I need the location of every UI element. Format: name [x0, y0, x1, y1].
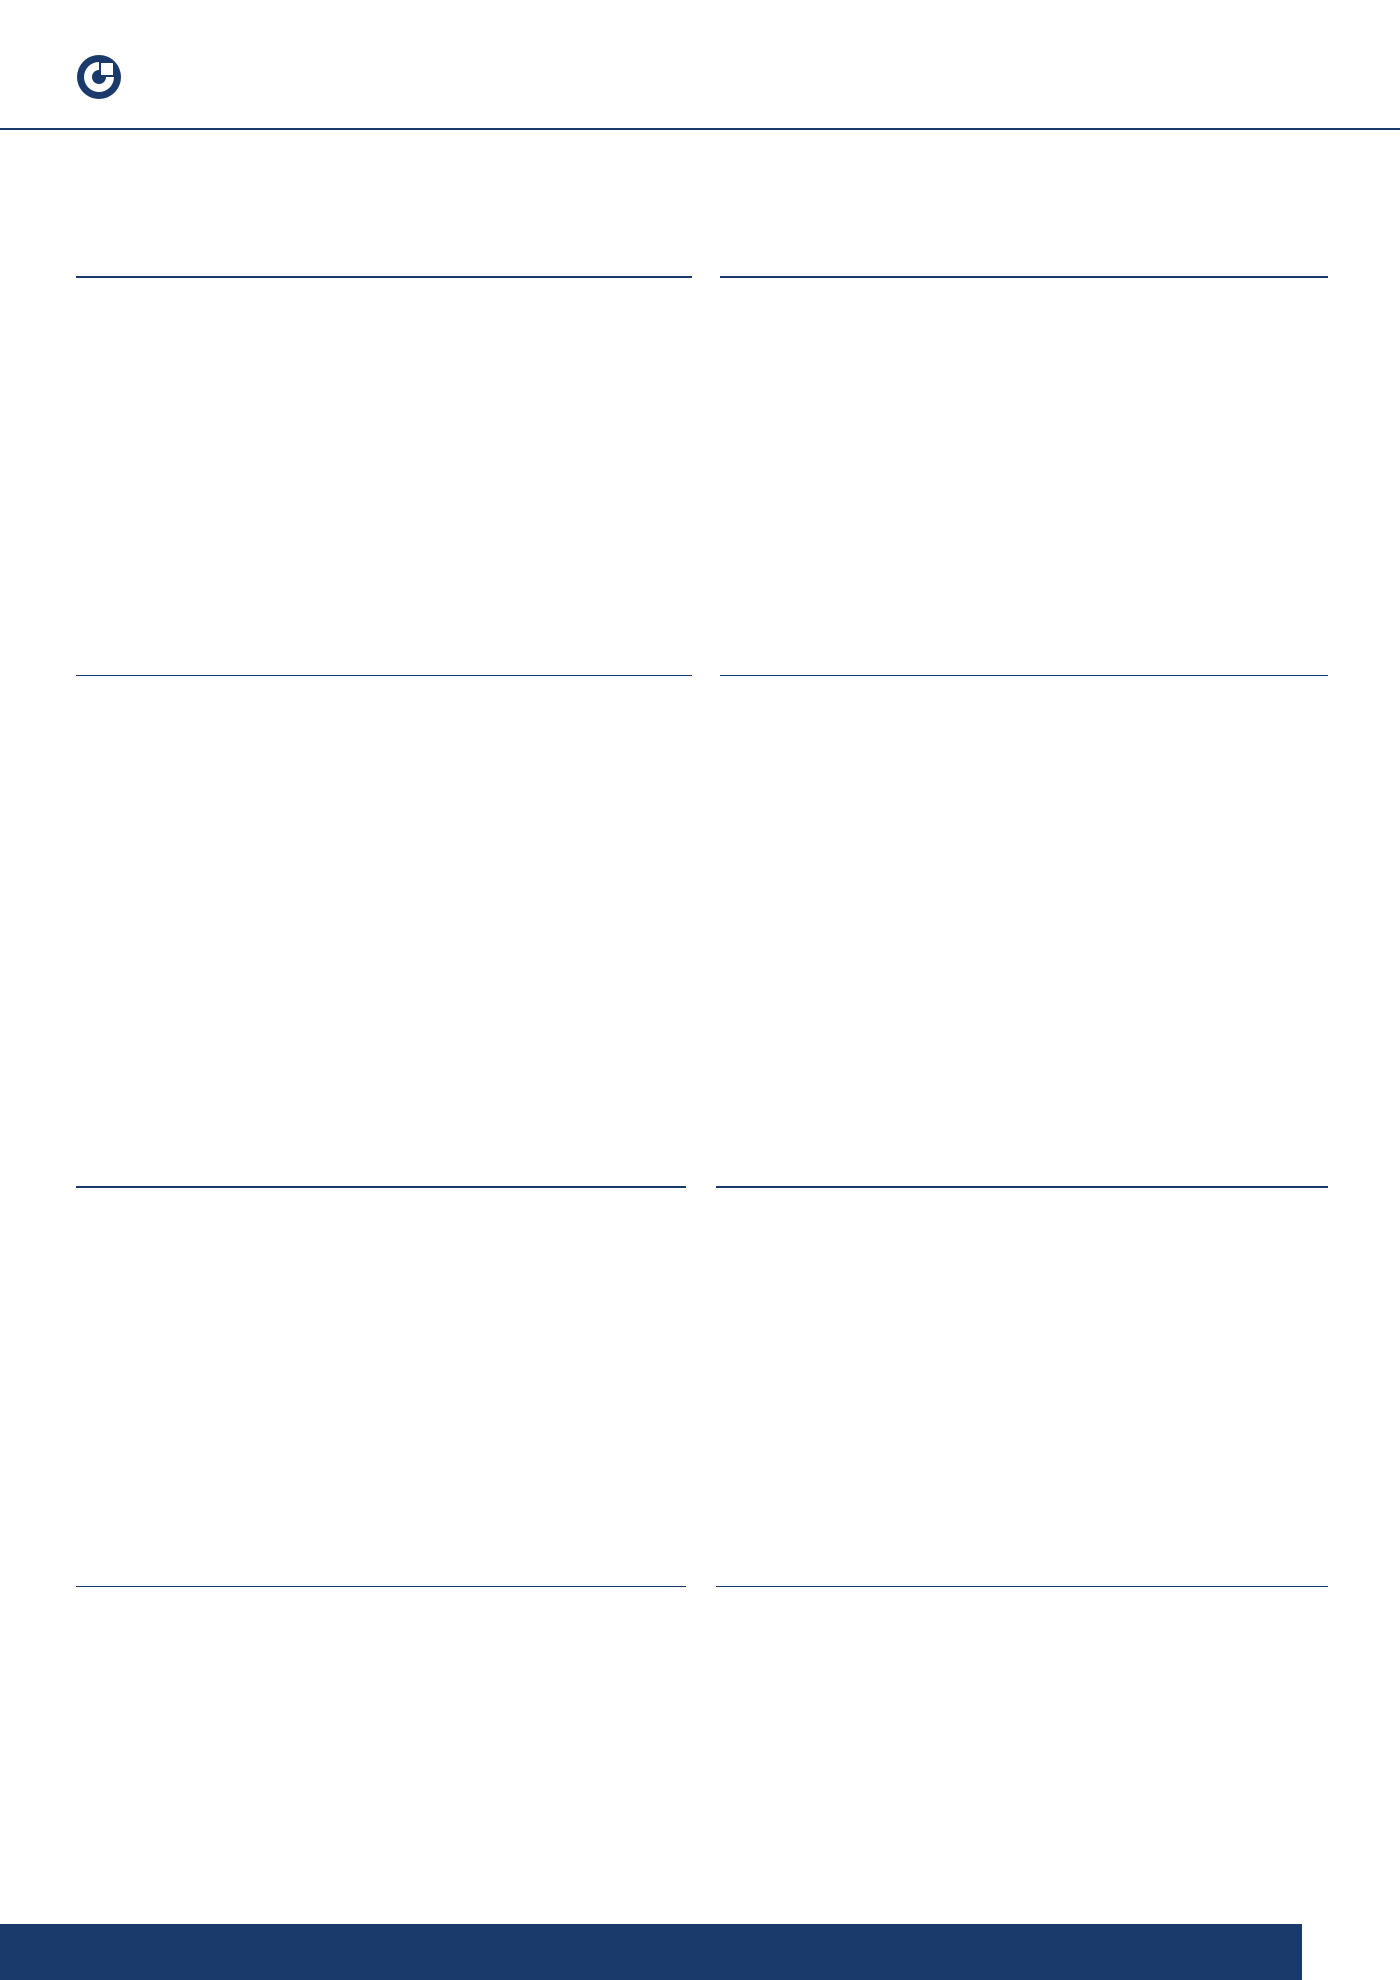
fig58-title	[716, 1182, 1328, 1188]
fig56-title	[720, 272, 1328, 278]
page-header	[0, 0, 1400, 132]
fig58-frequency-chart	[716, 1230, 1328, 1580]
fig58-bottom-rule	[716, 1586, 1328, 1587]
header-divider	[0, 128, 1400, 130]
fig55-title	[76, 272, 692, 278]
fig57-title	[76, 1182, 686, 1188]
sinolink-logo-icon	[76, 54, 122, 100]
page-number	[1302, 1924, 1400, 1980]
fig56-bottom-rule	[720, 675, 1328, 676]
fig56-bar-chart	[720, 318, 1328, 658]
fig55-bottom-rule	[76, 675, 692, 676]
fig55-line-chart	[76, 318, 692, 658]
fig57-dau-chart	[76, 1230, 686, 1580]
fig57-bottom-rule	[76, 1586, 686, 1587]
page-footer	[0, 1924, 1400, 1980]
